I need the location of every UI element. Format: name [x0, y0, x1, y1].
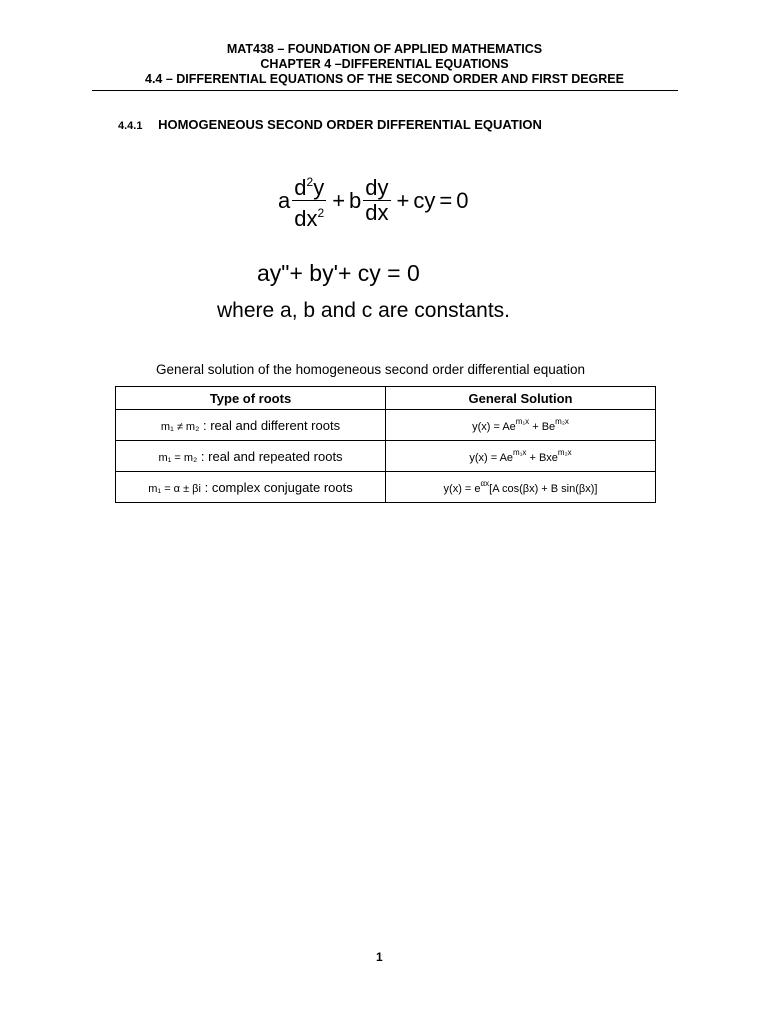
subsection-heading [118, 117, 542, 132]
header-divider [92, 90, 678, 91]
course-title: MAT438 – FOUNDATION OF APPLIED MATHEMATICS [226, 42, 543, 56]
root-description: : complex conjugate roots [204, 479, 353, 495]
general-solution-table [115, 386, 656, 503]
solution-cell [386, 472, 656, 503]
table-row [116, 410, 656, 441]
table-header-row [116, 387, 656, 410]
root-condition: m₁ ≠ m₂ [160, 420, 200, 433]
section-title: 4.4 – DIFFERENTIAL EQUATIONS OF THE SECOND ORDER AND FIRST DEGREE [145, 72, 624, 86]
roots-cell [116, 472, 386, 503]
solution-formula: $y(x) = Ae^{m_1x} + Be^{m_2x}$ [472, 417, 569, 433]
subsection-number: 4.4.1 [118, 120, 143, 132]
page-number: 1 [376, 950, 383, 964]
table-row [116, 441, 656, 472]
second-derivative-fraction: $\frac{d^2y}{dx^2}$ [294, 175, 325, 231]
constants-note: where a, b and c are constants. [217, 299, 511, 322]
term-cy: cy [413, 187, 436, 213]
root-description: : real and different roots [203, 417, 341, 433]
rhs-zero: 0 [456, 187, 469, 213]
first-derivative-fraction: $\frac{dy}{dx}$ [365, 175, 389, 225]
table-caption: General solution of the homogeneous second order differential equation [156, 362, 586, 377]
roots-cell [116, 441, 386, 472]
root-condition: m₁ = m₂ [158, 451, 198, 464]
coef-a: a [278, 187, 291, 213]
solution-formula: $y(x) = e^{\alpha x}[A$ cos(βx) + B sin(βx)] [443, 479, 598, 495]
leibniz-equation: a $\frac{d^2y}{dx^2}$ + b $\frac{dy}{dx}$ + cy = 0 [278, 170, 469, 231]
root-description: : real and repeated roots [200, 448, 343, 464]
header-general-solution: General Solution [386, 387, 656, 410]
solution-cell [386, 410, 656, 441]
solution-formula: $y(x) = Ae^{m_1x} + Bxe^{m_2x}$ [469, 448, 572, 464]
prime-notation-equation: ay"+ by'+ cy = 0 [257, 260, 420, 286]
root-condition: m₁ = α ± βi [148, 482, 201, 495]
subsection-title: HOMOGENEOUS SECOND ORDER DIFFERENTIAL EQUATION [158, 117, 542, 132]
chapter-title: CHAPTER 4 –DIFFERENTIAL EQUATIONS [260, 57, 509, 71]
coef-b: b [349, 187, 362, 213]
solution-cell [386, 441, 656, 472]
table-row [116, 472, 656, 503]
document-header [92, 42, 677, 87]
header-type-of-roots: Type of roots [116, 387, 386, 410]
roots-cell [116, 410, 386, 441]
